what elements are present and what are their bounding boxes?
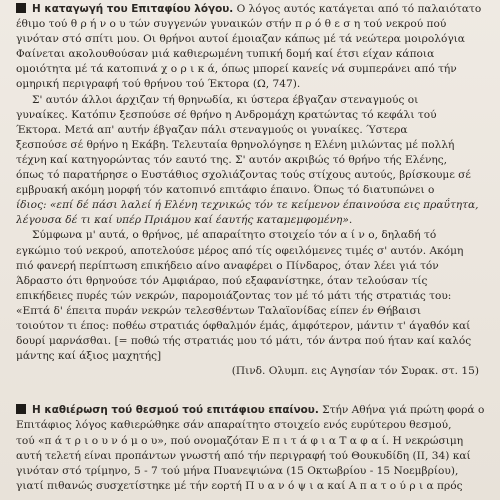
text-line: γινόταν στό σπίτι μου. Οι θρήνοι αυτοί έμοιαζαν κάπως μέ τά νεώτερα μοιρολόγια	[16, 33, 465, 46]
text-line: αυτή τελετή είναι προπάντων γνωστή από τήν περιγραφή τού Θουκυδίδη (ΙΙ, 34) καί	[16, 449, 471, 462]
text-line: Έκτορα. Μετά απ' αυτήν έβγαζαν πάλι στεναγμούς οι γυναίκες. Ύστερα	[16, 123, 408, 136]
text-line: γυναίκες. Κατόπιν ξεσπούσε σέ θρήνο η Ανδρομάχη κρατώντας τό κεφάλι τού	[16, 108, 437, 121]
quote-line: δουρί μαρνάσθαι. [= ποθώ τής στρατιάς μου τό μάτι, τόν άντρα πού ήταν καί καλός	[16, 335, 472, 348]
text-line: Φαίνεται ακολουθούσαν μιά καθιερωμένη τυπική δομή καί έτσι είχαν κάποια	[16, 48, 435, 61]
section-heading-origin: Η καταγωγή του Επιταφίου λόγου.	[32, 3, 234, 15]
text-line: όπως τό παρατήρησε ο Ευστάθιος σχολιάζοντας τούς στίχους αυτούς, βρίσκουμε σέ	[16, 169, 471, 182]
text-line: εμβρυακή ακόμη μορφή τόν κατοπινό επιτάφιο έπαινο. Όπως τό διατυπώνει ο	[16, 184, 435, 197]
paragraph-line	[16, 403, 487, 418]
text-line: Στήν Αθήνα γιά πρώτη φορά ο	[322, 404, 485, 417]
quote-line: «Επτά δ' έπειτα πυράν νεκρών τελεσθέντων Ταλαϊονίδας είπεν έν Θήβαισι	[16, 304, 421, 317]
text-line: ξεσπούσε σέ θρήνο η Εκάβη. Τελευταία θρηνολόγησε η Ελένη μιλώντας μέ πολλή	[16, 138, 455, 151]
text-line: ομοιότητα μέ τά κατοπινά χ ο ρ ι κ ά, όπως μπορεί κανείς νά συμπεράνει από τήν	[16, 63, 457, 76]
text-line: Σύμφωνα μ' αυτά, ο θρήνος, μέ απαραίτητο στοιχείο τόν α ί ν ο, δηλαδή τό	[32, 229, 437, 242]
quote-line: ίδιος: «επί δέ πάσι λαλεί ή Ελένη τεχνικώς τόν τε κείμενον έπαινούσα εις πραΰτητα,	[16, 199, 479, 212]
text-line: εγκώμιο τού νεκρού, αποτελούσε μέρος από τίς οφειλόμενες τιμές σ' αυτόν. Ακόμη	[16, 244, 464, 257]
text-line: τέχνη καί κατηγορώντας τόν εαυτό της. Σ' αυτόν ακριβώς τό θρήνο τής Ελένης,	[16, 153, 448, 166]
section-gap	[16, 379, 487, 403]
text-line: Σ' αυτόν άλλοι άρχιζαν τή θρηνωδία, κι ύστερα έβγαζαν στεναγμούς οι	[32, 93, 419, 106]
paragraph-line	[16, 2, 487, 17]
bullet-square-icon	[16, 3, 26, 13]
text-line: τού «π ά τ ρ ι ο υ ν ό μ ο υ», πού ονομαζόταν Ε π ι τ ά φ ι α Τ α φ α ί. Η νεκρώσιμη	[16, 434, 464, 447]
text-line: γιατί πιθανώς συσχετίστηκε μέ τήν εορτή Π υ α ν ό ψ ι α καί Α π α τ ο ύ ρ ι α πρός	[16, 479, 463, 492]
quote-line: μάντης καί άξιος μαχητής]	[16, 350, 162, 363]
quote-line: τοιούτον τι έπος: ποθέω στρατιάς όφθαλμόν έμάς, άμφότερον, μάντιν τ' άγαθόν καί	[16, 319, 471, 332]
text-line: ομηρική περιγραφή τού θρήνου τού Έκτορα (Ω, 747).	[16, 78, 301, 91]
quote-line: λέγουσα δέ τι καί υπέρ Πριάμου καί έαυτής καταμεμφομένη».	[16, 214, 353, 227]
text-line: επικήδειες πυρές τών νεκρών, παρομοιάζοντας τον μέ τό μάτι τής στρατιάς του:	[16, 289, 452, 302]
text-line: πιό φανερή περίπτωση επικήδειο αίνο αναφέρει ο Πίνδαρος, όταν λέει γιά τόν	[16, 259, 439, 272]
text-line: Ο λόγος αυτός κατάγεται από τό παλαιότατο	[236, 3, 482, 15]
text-line: γινόταν στό τρίμηνο, 5 - 7 τού μήνα Πυανεψιώνα (15 Οκτωβρίου - 15 Νοεμβρίου),	[16, 464, 459, 477]
citation: (Πινδ. Ολυμπ. εις Αγησίαν τόν Συρακ. στ. 15)	[231, 365, 479, 378]
bullet-square-icon	[16, 404, 26, 414]
section-heading-institution: Η καθιέρωση τού θεσμού τού επιτάφιου επαίνου.	[32, 404, 319, 417]
text-line: Επιτάφιος λόγος καθιερώθηκε σάν απαραίτητο στοιχείο ενός ευρύτερου θεσμού,	[16, 419, 452, 432]
text-line: Άδραστο ότι θρηνούσε τόν Αμφιάραο, πού εξαφανίστηκε, όταν τελούσαν τίς	[16, 274, 428, 287]
text-line: έθιμο τού θ ρ ή ν ο υ τών συγγενών γυναικών στήν π ρ ό θ ε σ η τού νεκρού πού	[16, 18, 447, 31]
